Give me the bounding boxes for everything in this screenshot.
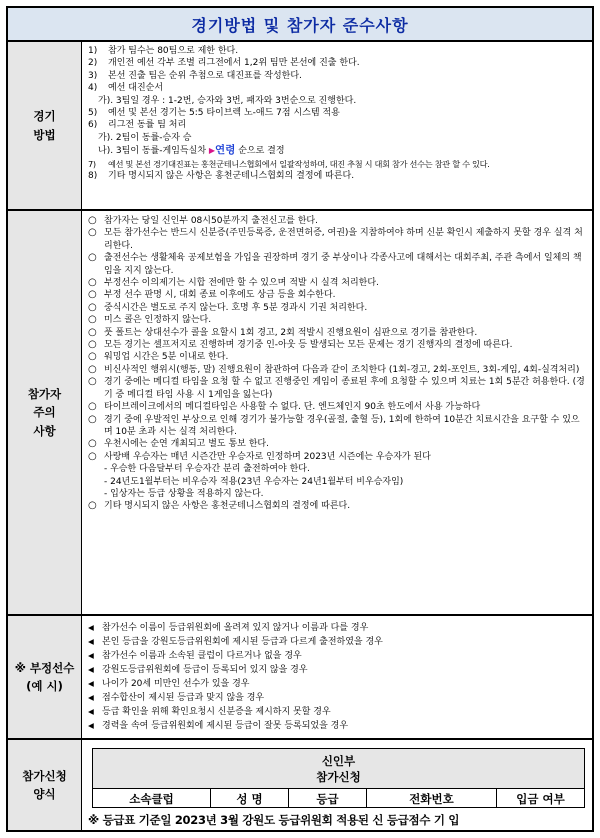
triangle-bullet-icon: ◀ [88,651,94,660]
method-line [88,144,588,157]
notice-item-text: 부정선수 이의제기는 시합 전에만 할 수 있으며 적발 시 실격 처리한다. [104,278,379,289]
method-line [88,170,588,182]
form-header [93,749,584,789]
circle-bullet-icon: ○ [88,326,97,338]
label-line: 주의 [33,405,56,420]
method-line-text: 참가 팀수는 80팀으로 제한 한다. [108,46,239,56]
circle-bullet-icon: ○ [88,277,97,289]
label-line: 양식 [33,787,56,801]
circle-bullet-icon: ○ [88,227,97,239]
notice-item [88,289,588,301]
notice-item-text: 워밍업 시간은 5분 이내로 한다. [104,352,229,363]
application-form-content [82,740,592,830]
label-line: (예 시) [26,679,63,693]
notice-item-text: 모든 참가선수는 반드시 신분증(주민등록증, 운전면허증, 여권)을 지참하여야 하며 신분 확인시 제출하지 못할 경우 실격 처리한다. [104,228,583,251]
notice-item-text: 비신사적인 행위시(행동, 말) 진행요원이 참관하여 다음과 같이 조치한다 (1회-경고, 2회-포인트, 3회-게임, 4회-실격처리) [104,364,580,375]
notice-item [88,438,588,450]
circle-bullet-icon: ○ [88,376,97,388]
fraud-player-section [8,616,592,740]
fraud-item [88,621,588,635]
fraud-item [88,649,588,663]
fraud-item-text: 나이가 20세 미만인 선수가 있을 경우 [102,679,250,689]
label-line: 참가자 [27,386,62,401]
label-line: 참가신청 [22,768,67,783]
notice-item [88,277,588,289]
notice-item [88,351,588,363]
notice-item-text: 미스 콜은 인정하지 않는다. [104,315,212,326]
method-line-number: 7) [88,158,96,169]
method-line-text: 예선 대진순서 [108,83,164,94]
circle-bullet-icon: ○ [88,401,97,413]
fraud-item [88,635,588,649]
form-header-line: 참가신청 [316,769,361,784]
circle-bullet-icon: ○ [88,363,97,375]
fraud-item-text: 참가선수 이름이 등급위원회에 올려져 있지 않거나 이름과 다를 경우 [102,623,369,633]
circle-bullet-icon: ○ [88,413,97,425]
method-line-text: 기타 명시되지 않은 사항은 홍천군테니스협회의 결정에 따른다. [108,171,355,182]
method-line-text: 예선 및 본선 경기대진표는 홍천군테니스협회에서 일괄작성하며, 대진 추첨 시 대회 참가 선수는 참관 할 수 있다. [108,158,490,169]
fraud-item-text: 참가선수 이름과 소속된 클럽이 다르거나 없을 경우 [102,651,302,661]
participant-notice-section [8,211,592,616]
method-line [88,158,588,170]
document-page [6,6,594,832]
fraud-item [88,705,588,719]
triangle-bullet-icon: ◀ [88,721,94,730]
method-line-number: 3) [88,70,98,81]
fraud-item [88,719,588,733]
form-columns-row [93,789,584,808]
label-line: 경기 [33,109,56,124]
circle-bullet-icon: ○ [88,351,97,363]
fraud-item [88,663,588,677]
form-column-phone: 전화번호 [367,789,497,808]
notice-item-text: 타이브레이크에서의 메디컬타임은 사용할 수 없다. 단. 엔드체인지 90초 한도에서 사용 가능하다 [104,402,481,413]
fraud-player-content [82,616,592,738]
method-line-tail: 순으로 결정 [238,146,285,157]
notice-item-text: 참가자는 당일 신인부 08시50분까지 출전신고를 한다. [104,216,318,226]
method-line-text: 개인전 예선 각부 조별 리그전에서 1,2위 팀만 본선에 진출 한다. [108,58,360,69]
label-line: 사항 [33,423,56,438]
application-form-table [92,748,585,808]
notice-item-text: 경기 중에는 메디컬 타임을 요청 할 수 없고 진행중인 게임이 종료된 후에 요청할 수 있으며 치료는 1회 5분간 허용한다. (경기 중 메디컬 타임 사용 시 1게임을 잃는다) [104,377,585,400]
method-line-text: 리그전 동률 팀 처리 [108,120,187,131]
method-line-number: 5) [88,108,98,119]
notice-item-text: 경기 중에 우발적인 부상으로 인해 경기가 불가능할 경우(골절, 출혈 등), 1회에 한하여 10분간 치료시간을 요구할 수 있으며 10분 초과 시는 실격 처리한다. [104,414,580,437]
method-line [88,95,588,107]
arrow-icon: ▶ [208,146,216,156]
method-line [88,82,588,94]
method-line [88,107,588,119]
circle-bullet-icon: ○ [88,301,97,313]
notice-item [88,327,588,339]
method-line-text: 나). 3팀이 동률-게임득실차 [98,146,207,157]
notice-item-text: 부정 선수 판명 시, 대회 종료 이후에도 상금 등을 회수한다. [104,290,336,301]
notice-item [88,314,588,326]
form-column-name: 성 명 [211,789,289,808]
notice-sub-item: - 24년도1월부터는 비우승자 적용(23년 우승자는 24년1월부터 비우승자임) [104,476,404,487]
circle-bullet-icon: ○ [88,500,97,512]
method-line [88,57,588,69]
fraud-item [88,691,588,705]
match-method-content [82,42,592,209]
notice-item [88,302,588,314]
fraud-item [88,677,588,691]
match-method-label [8,42,82,209]
notice-item [88,414,588,439]
notice-item [88,364,588,376]
circle-bullet-icon: ○ [88,438,97,450]
circle-bullet-icon: ○ [88,252,97,264]
fraud-item-text: 본인 등급을 강원도등급위원회에 제시된 등급과 다르게 출전하였을 경우 [102,637,383,647]
method-line-number: 4) [88,83,98,94]
notice-item-text: 풋 폴트는 상대선수가 콜을 요할시 1회 경고, 2회 적발시 진행요원이 심판으로 경기를 참관한다. [104,327,478,338]
notice-item [88,252,588,277]
triangle-bullet-icon: ◀ [88,665,94,674]
circle-bullet-icon: ○ [88,314,97,326]
notice-sub-item: - 입상자는 등급 상황을 적용하지 않는다. [104,488,264,499]
notice-item [88,227,588,252]
highlight-age: 연령 [215,144,236,157]
fraud-item-text: 강원도등급위원회에 등급이 등록되어 있지 않을 경우 [102,665,308,675]
method-line-number: 1) [88,46,98,56]
method-line-text: 가). 2팀이 동률-승자 승 [98,132,192,143]
circle-bullet-icon: ○ [88,289,97,301]
triangle-bullet-icon: ◀ [88,707,94,716]
fraud-player-label [8,616,82,738]
method-line-number: 8) [88,171,98,182]
triangle-bullet-icon: ◀ [88,623,94,632]
method-line-number: 6) [88,120,98,131]
form-header-line: 신인부 [321,753,356,768]
notice-item-text: 기타 명시되지 않은 사항은 홍천군테니스협회의 결정에 따른다. [104,501,351,512]
participant-notice-content [82,211,592,614]
method-line [88,132,588,144]
notice-item-text: 출전선수는 생활체육 공제보험을 가입을 권장하며 경기 중 부상이나 각종사고에 대해서는 대회주최, 주관 측에서 일체의 책임을 지지 않는다. [104,253,582,276]
method-line [88,119,588,131]
label-line: ※ 부정선수 [14,660,75,675]
notice-item [88,215,588,227]
circle-bullet-icon: ○ [88,450,97,462]
form-column-club: 소속클럽 [93,789,211,808]
notice-item [88,500,588,512]
form-column-grade: 등급 [289,789,367,808]
match-method-section [8,42,592,211]
circle-bullet-icon: ○ [88,339,97,351]
application-form-label [8,740,82,830]
triangle-bullet-icon: ◀ [88,637,94,646]
method-line [88,45,588,57]
notice-item-text: 모든 경기는 셀프저지로 진행하며 경기중 인-아웃 등 발생되는 모든 문제는 경기 진행자의 결정에 따른다. [104,340,513,351]
fraud-item-text: 점수합산이 제시된 등급과 맞지 않을 경우 [102,693,265,703]
notice-item-text: 중식시간은 별도로 주지 않는다. 호명 후 5분 경과시 기권 처리한다. [104,302,368,313]
notice-item [88,451,588,463]
notice-item [88,401,588,413]
grade-footnote: ※ 등급표 기준일 2023년 3월 강원도 등급위원회 적용된 신 등급점수 기 입 [88,813,460,827]
method-line-text: 본선 진출 팀은 순위 추첨으로 대진표를 작성한다. [108,70,302,81]
notice-item [88,376,588,401]
method-line-number: 2) [88,58,98,69]
method-line-text: 가). 3팀일 경우 : 1-2번, 승자와 3번, 패자와 3번순으로 진행한다. [98,95,357,106]
circle-bullet-icon: ○ [88,215,97,226]
notice-sub-item: - 우승한 다음달부터 우승자간 분리 출전하여야 한다. [104,464,310,475]
method-line [88,70,588,82]
fraud-item-text: 등급 확인을 위해 확인요청시 신분증을 제시하지 못할 경우 [102,707,331,717]
notice-item [88,339,588,351]
form-column-payment: 입금 여부 [516,791,565,806]
method-line-text: 예선 및 본선 경기는 5:5 타이브렉 노-애드 7점 시스템 적용 [108,108,340,119]
triangle-bullet-icon: ◀ [88,693,94,702]
participant-notice-label [8,211,82,614]
application-form-section [8,740,592,830]
notice-item-text: 사랑배 우승자는 매년 시즌간만 우승자로 인정하며 2023년 시즌에는 우승자가 된다 [104,451,431,462]
page-title: 경기방법 및 참가자 준수사항 [8,8,592,42]
notice-item-text: 우천시에는 순연 개최되고 별도 통보 한다. [104,439,269,450]
fraud-item-text: 경력을 속여 등급위원회에 제시된 등급이 잘못 등록되었을 경우 [102,721,349,731]
label-line: 방법 [33,127,56,142]
triangle-bullet-icon: ◀ [88,679,94,688]
